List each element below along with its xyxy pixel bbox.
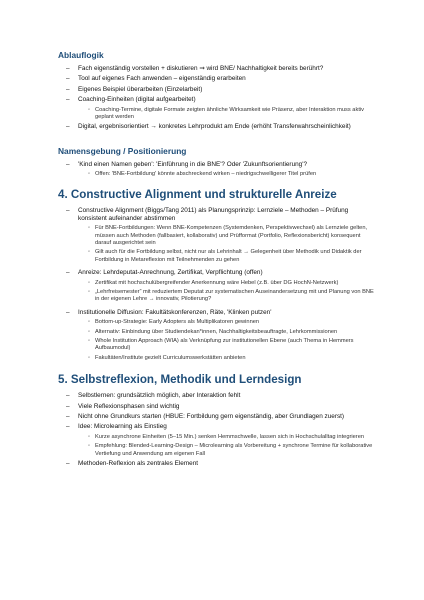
section-heading-namensgebung: Namensgebung / Positionierung <box>58 145 187 156</box>
list-item: – Anreize: Lehrdeputat-Anrechnung, Zertifikat, Verpflichtung (offen) <box>66 269 263 277</box>
section-heading-5: 5. Selbstreflexion, Methodik und Lerndesign <box>58 373 302 387</box>
dash-bullet: – <box>66 413 70 420</box>
circle-bullet: ◦ <box>88 225 91 232</box>
section-heading-4: 4. Constructive Alignment und strukturelle Anreize <box>58 187 337 201</box>
list-item: – Constructive Alignment (Biggs/Tang 2011) als Planungsprinzip: Lernziele – Methoden – Prüfung konsistent aufeinander abstimmen <box>66 206 349 222</box>
sub-list-item: ◦ Offen: 'BNE-Fortbildung' könnte abschreckend wirken – niedrigschwelligerer Titel prüfen <box>88 171 317 178</box>
sub-list-item: ◦ Coaching-Termine, digitale Formate zeigten ähnliche Wirksamkeit wie Präsenz, aber Interaktion muss aktiv geplant werden <box>88 106 365 120</box>
sub-list-item: ◦ Zertifikat mit hochschulübergreifender Anerkennung wäre Hebel (z.B. über DG HochN-Netzwerk) <box>88 279 339 286</box>
dash-bullet: – <box>66 423 70 431</box>
list-item: – Institutionelle Diffusion: Fakultätskonferenzen, Räte, 'Klinken putzen' <box>66 308 272 316</box>
dash-bullet: – <box>66 402 70 410</box>
dash-bullet: – <box>66 65 70 72</box>
dash-bullet: – <box>66 96 70 104</box>
dash-bullet: – <box>66 75 70 83</box>
dash-bullet: – <box>66 460 70 467</box>
dash-bullet: – <box>66 123 70 131</box>
sub-list-item: ◦ Gilt auch für die Fortbildung selbst, nicht nur als Lehrinhalt → Gelegenheit über Methodik und Didaktik der Fortbildung in Metareflexion mit Teilnehmenden zu gehen <box>88 249 362 263</box>
list-item: – Nicht ohne Grundkurs starten (HBUE: Fortbildung gern eigenständig, aber Grundlagen zuerst) <box>66 413 345 420</box>
sub-list-item: ◦ Kurze asynchrone Einheiten (5–15 Min.) senken Hemmschwelle, lassen sich in Hochschulalltag integrieren <box>88 433 365 440</box>
sub-list-item: ◦ Empfehlung: Blended-Learning-Design – Microlearning als Vorbereitung + synchrone Termine für kollaborative Vertiefung und Anwendung am eigenen Fall <box>88 443 373 457</box>
list-item: – Eigenes Beispiel überarbeiten (Einzelarbeit) <box>66 85 203 93</box>
dash-bullet: – <box>66 160 70 168</box>
list-item: – 'Kind einen Namen geben': 'Einführung in die BNE'? Oder 'Zukunftsorientierung'? <box>66 160 308 168</box>
list-item: – Coaching-Einheiten (digital aufgearbeitet) <box>66 96 196 104</box>
list-item: – Idee: Microlearning als Einstieg <box>66 423 167 431</box>
circle-bullet: ◦ <box>88 171 91 178</box>
circle-bullet: ◦ <box>88 106 91 113</box>
circle-bullet: ◦ <box>88 328 91 335</box>
dash-bullet: – <box>66 85 70 93</box>
list-item: – Methoden-Reflexion als zentrales Element <box>66 460 199 467</box>
sub-list-item: ◦ Fakultäten/Institute gezielt Curriculumswerkstätten anbieten <box>88 354 246 361</box>
list-item: – Viele Reflexionsphasen sind wichtig <box>66 402 180 410</box>
sub-list-item: ◦ Für BNE-Fortbildungen: Wenn BNE-Kompetenzen (Systemdenken, Perspektivwechsel) als Lernziele gelten, müssen auch Methoden (fallbasiert, kollaborativ) und Prüfformat (Portfolio, Reflexionsbericht) konsequent darauf ausgerichtet sein <box>88 225 368 246</box>
dash-bullet: – <box>66 206 70 214</box>
list-item: – Selbstlernen: grundsätzlich möglich, aber Interaktion fehlt <box>66 392 241 400</box>
sub-list-item: ◦ Whole Institution Approach (WIA) als Verknüpfung zur institutionellen Ebene (auch Thema in Hemmers Aufbaumodul) <box>88 338 354 352</box>
dash-bullet: – <box>66 392 70 400</box>
list-item: – Digital, ergebnisorientiert → konkretes Lehrprodukt am Ende (erhöht Transferwahrscheinlichkeit) <box>66 123 351 131</box>
circle-bullet: ◦ <box>88 443 91 450</box>
list-item: – Tool auf eigenes Fach anwenden – eigenständig erarbeiten <box>66 75 246 83</box>
section-heading-ablauflogik: Ablauflogik <box>58 50 104 60</box>
circle-bullet: ◦ <box>88 433 91 440</box>
dash-bullet: – <box>66 269 70 277</box>
circle-bullet: ◦ <box>88 319 91 326</box>
circle-bullet: ◦ <box>88 354 91 361</box>
circle-bullet: ◦ <box>88 338 91 344</box>
sub-list-item: ◦ „Lehrfreisemester“ mit reduziertem Deputat zur systematischen Auseinandersetzung mit und Planung von BNE in der eigenen Lehre → innovativ, Pilotierung? <box>88 288 374 303</box>
dash-bullet: – <box>66 308 70 316</box>
sub-list-item: ◦ Alternativ: Einbindung über Studiendekan*innen, Nachhaltigkeitsbeauftragte, Lehrkommissionen <box>88 328 338 335</box>
circle-bullet: ◦ <box>88 279 91 286</box>
circle-bullet: ◦ <box>88 249 91 256</box>
list-item: – Fach eigenständig vorstellen + diskutieren ⇒ wird BNE/ Nachhaltigkeit bereits berührt? <box>66 65 324 72</box>
sub-list-item: ◦ Bottom-up-Strategie: Early Adopters als Multiplikatoren gewinnen <box>88 319 260 326</box>
circle-bullet: ◦ <box>88 288 91 295</box>
